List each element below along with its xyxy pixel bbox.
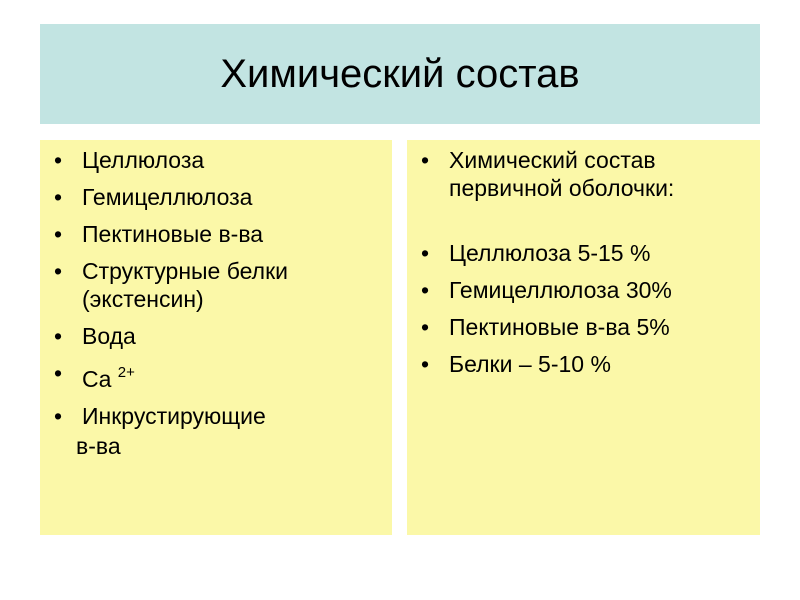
list-item-label: Целлюлоза xyxy=(82,147,205,173)
list-item-label: Пектиновые в-ва 5% xyxy=(449,314,670,340)
bullet-icon: • xyxy=(54,184,63,210)
list-item xyxy=(421,313,760,341)
list-item-label: Вода xyxy=(82,323,136,349)
bullet-icon: • xyxy=(421,351,430,377)
list-item xyxy=(421,239,760,267)
spacer xyxy=(421,211,760,239)
title-bar xyxy=(40,24,760,124)
list-item xyxy=(54,220,392,248)
right-bullet-list-2 xyxy=(421,239,760,378)
list-item-label: Инкрустирующие xyxy=(82,403,266,429)
left-bullet-list xyxy=(54,146,392,430)
list-item-label: Пектиновые в-ва xyxy=(82,221,264,247)
bullet-icon: • xyxy=(421,277,430,303)
bullet-icon: • xyxy=(54,360,63,386)
bullet-icon: • xyxy=(54,221,63,247)
list-item-label: Гемицеллюлоза xyxy=(82,184,253,210)
bullet-icon: • xyxy=(54,323,63,349)
bullet-icon: • xyxy=(54,258,63,284)
bullet-icon: • xyxy=(421,240,430,266)
list-item-label: Белки – 5-10 % xyxy=(449,351,611,377)
left-panel xyxy=(40,140,392,535)
bullet-icon: • xyxy=(54,147,63,173)
list-item-label: Гемицеллюлоза 30% xyxy=(449,277,672,303)
list-item xyxy=(421,350,760,378)
list-item-label: Ca xyxy=(82,366,112,392)
superscript: 2+ xyxy=(117,364,135,381)
list-item-label: Структурные белки (экстенсин) xyxy=(82,258,289,312)
list-item xyxy=(54,359,392,393)
bullet-icon: • xyxy=(421,147,430,173)
slide-title: Химический состав xyxy=(220,51,580,96)
list-continuation: в-ва xyxy=(76,433,121,459)
list-item xyxy=(54,322,392,350)
list-item-label: Химический состав первичной оболочки: xyxy=(449,147,675,201)
list-item xyxy=(54,183,392,211)
list-item xyxy=(54,257,392,313)
bullet-icon: • xyxy=(421,314,430,340)
bullet-icon: • xyxy=(54,403,63,429)
list-item-label: Целлюлоза 5-15 % xyxy=(449,240,651,266)
right-bullet-list xyxy=(421,146,760,202)
right-panel xyxy=(407,140,760,535)
list-item xyxy=(54,146,392,174)
list-item xyxy=(54,402,392,430)
list-item xyxy=(421,276,760,304)
list-item xyxy=(421,146,760,202)
